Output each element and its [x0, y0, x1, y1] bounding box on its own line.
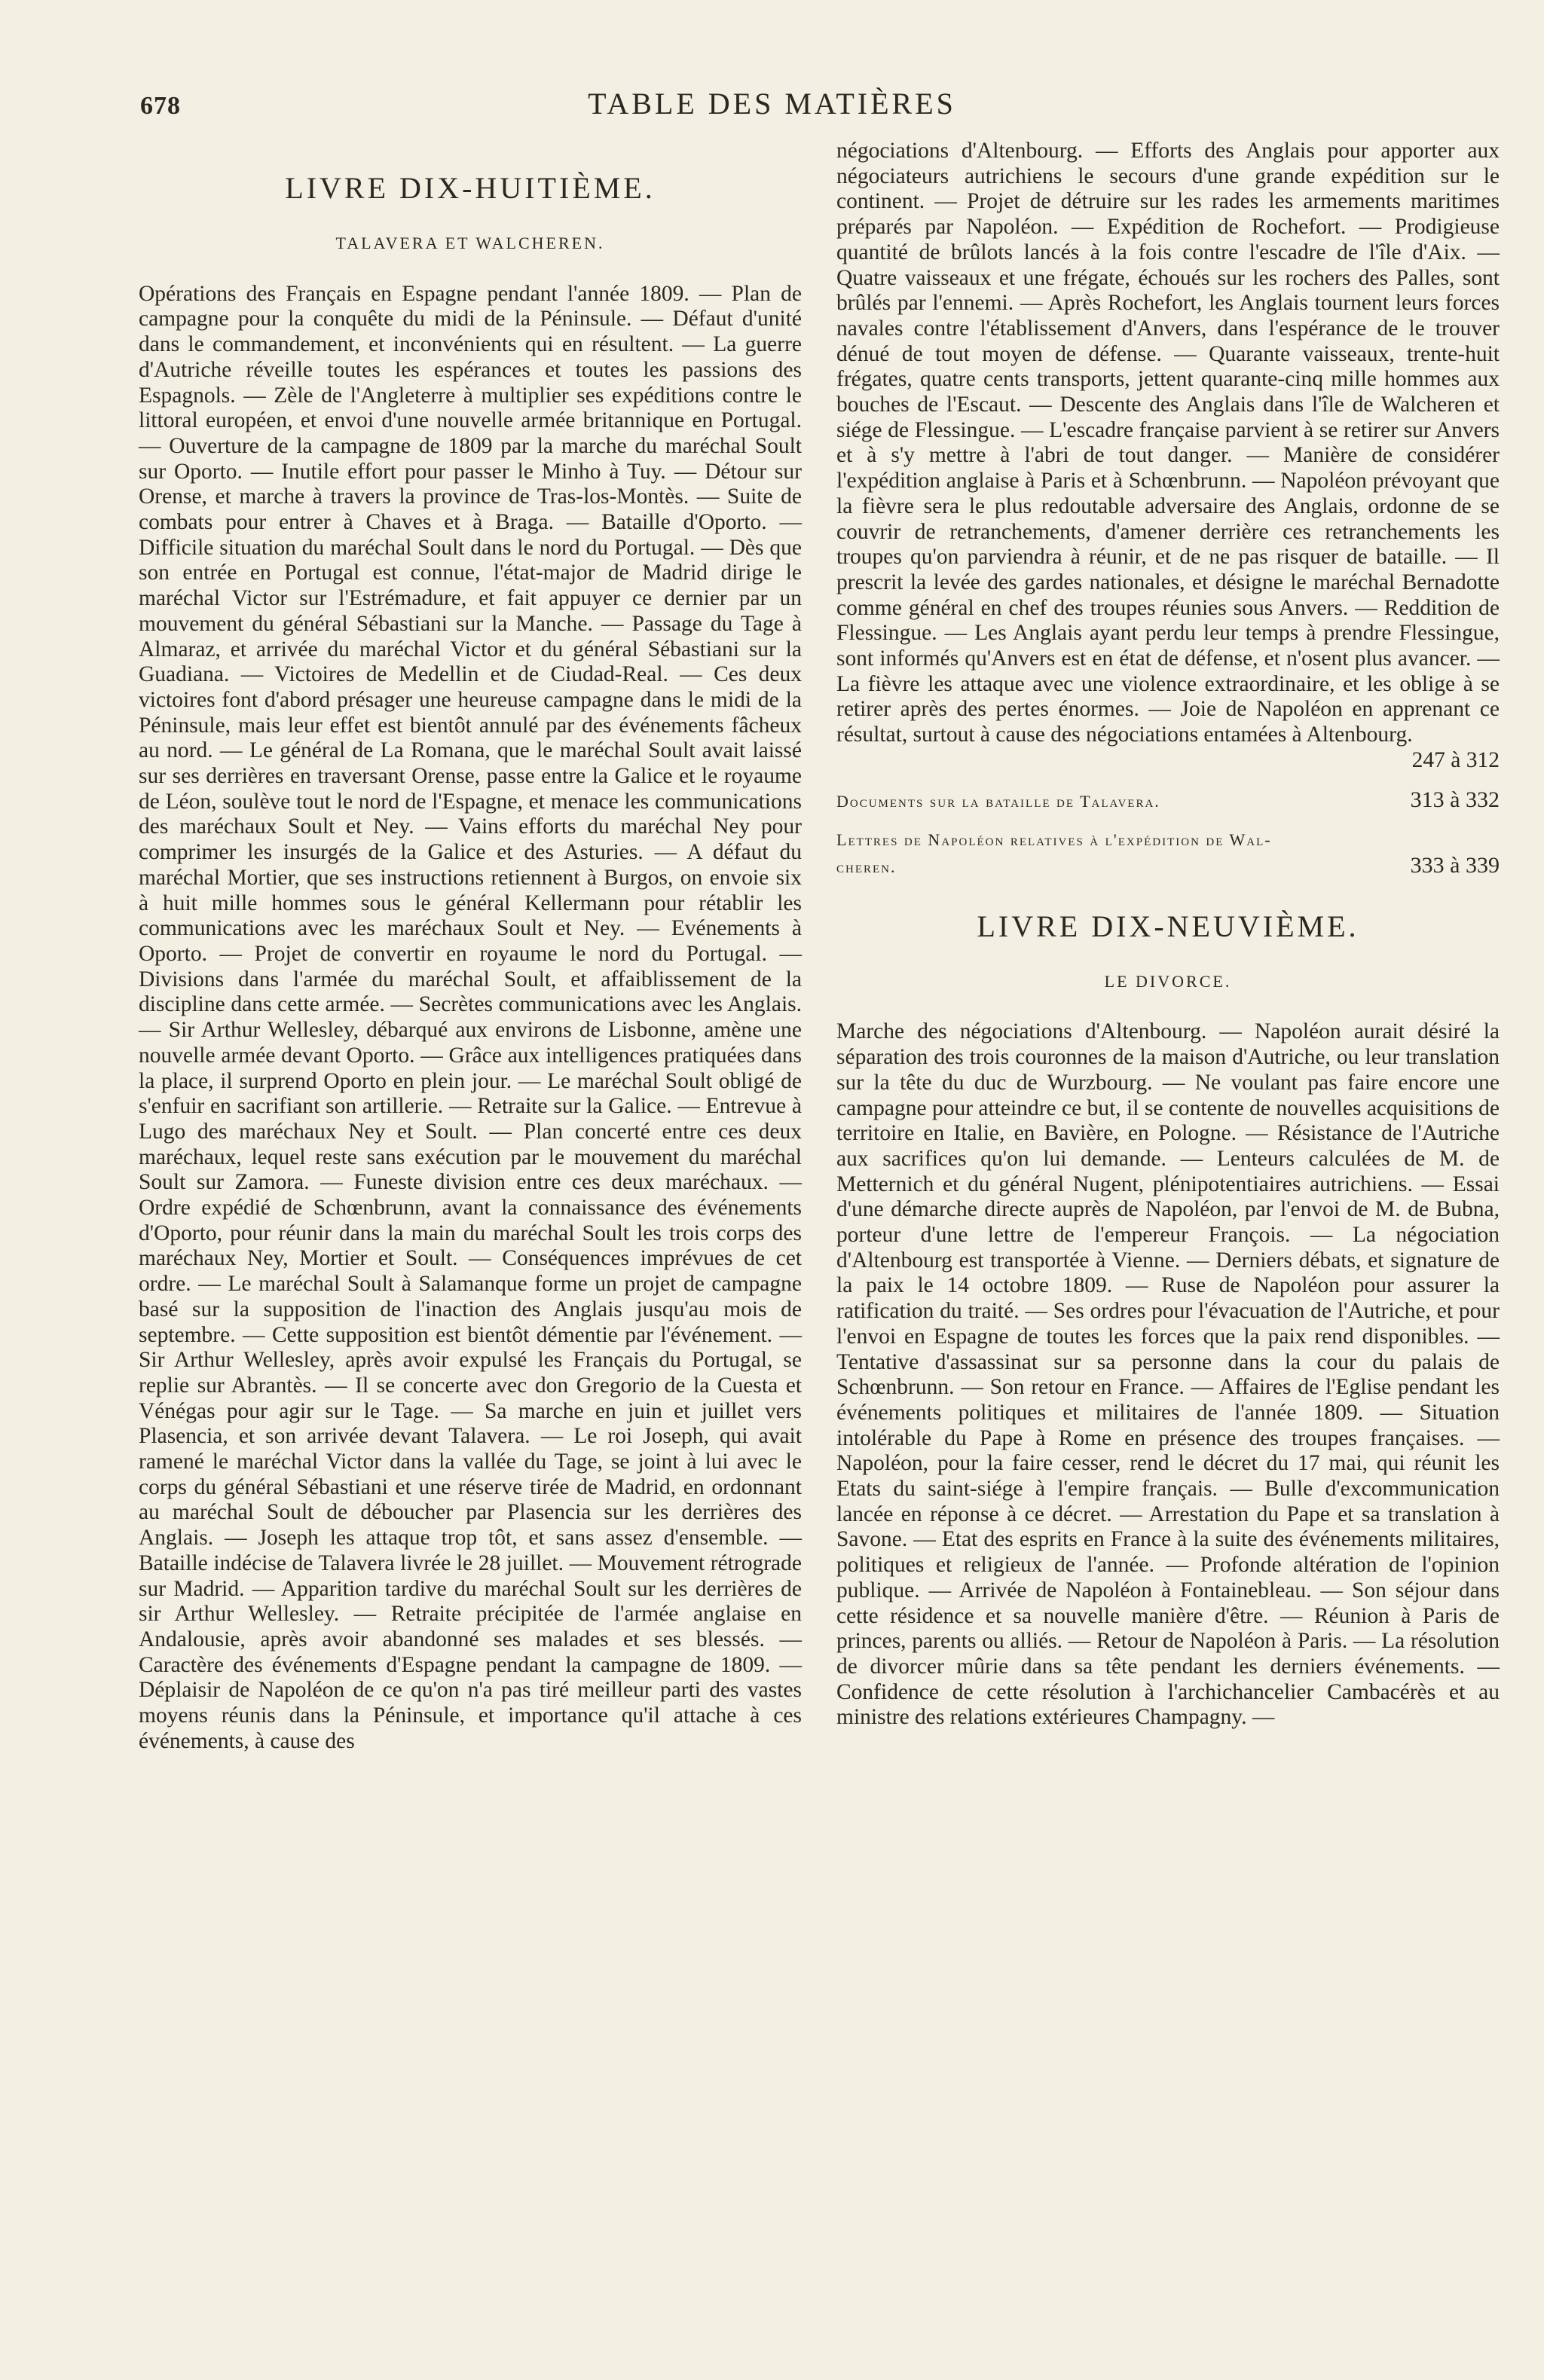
summary-paragraph-19: Marche des négociations d'Altenbourg. — Napoléon aurait désiré la séparation des trois couronnes de la maison d'Autriche, ou leur translation sur la tête du duc de Wurzbourg. — Ne voulant pas faire encore une campagne pour atteindre ce but, il se contente de nouvelles acquisitions de territoire en Italie, en Bavière, en Pologne. — Résistance de l'Autriche aux sacrifices qu'on lui demande. — Lenteurs calculées de M. de Metternich et du général Nugent, plénipotentiaires autrichiens. — Essai d'une démarche directe auprès de Napoléon, par l'envoi de M. de Bubna, porteur d'une lettre de l'empereur François. — La négociation d'Altenbourg est transportée à Vienne. — Derniers débats, et signature de la paix le 14 octobre 1809. — Ruse de Napoléon pour assurer la ratification du traité. — Ses ordres pour l'évacuation de l'Autriche, et pour l'envoi en Espagne de toutes les forces que la paix rend disponibles. — Tentative d'assassinat sur sa personne dans la cour du palais de Schœnbrunn. — Son retour en France. — Affaires de l'Eglise pendant les événements politiques et militaires de l'année 1809. — Situation intolérable du Pape à Rome en présence des troupes françaises. — Napoléon, pour la faire cesser, rend le décret du 17 mai, qui réunit les Etats du saint-siége à l'empire français. — Bulle d'excommunication lancée en réponse à ce décret. — Arrestation du Pape et sa translation à Savone. — Etat des esprits en France à la suite des événements militaires, politiques et religieux de l'année. — Profonde altération de l'opinion publique. — Arrivée de Napoléon à Fontainebleau. — Son séjour dans cette résidence et sa nouvelle manière d'être. — Réunion à Paris de princes, parents ou alliés. — Retour de Napoléon à Paris. — La résolution de divorcer mûrie dans sa tête pendant les derniers événements. — Confidence de cette résolution à l'archichancelier Cambacérès et au ministre des relations extérieures Champagny. —: [836, 1019, 1500, 1730]
summary-paragraph-18-continued: négociations d'Altenbourg. — Efforts des Anglais pour apporter aux négociateurs autrichiens le secours d'une grande expédition sur le continent. — Projet de détruire sur les rades les armements maritimes préparés par Napoléon. — Expédition de Rochefort. — Prodigieuse quantité de brûlots lancés à la fois contre l'escadre de l'île d'Aix. — Quatre vaisseaux et une frégate, échoués sur les rochers des Palles, sont brûlés par l'ennemi. — Après Rochefort, les Anglais tournent leurs forces navales contre l'établissement d'Anvers, dans l'espérance de le trouver dénué de tout moyen de défense. — Quarante vaisseaux, trente-huit frégates, quatre cents transports, jettent quarante-cinq mille hommes aux bouches de l'Escaut. — Descente des Anglais dans l'île de Walcheren et siége de Flessingue. — L'escadre française parvient à se retirer sur Anvers et à s'y mettre à l'abri de tout danger. — Manière de considérer l'expédition anglaise à Paris et à Schœnbrunn. — Napoléon prévoyant que la fièvre sera le plus redoutable adversaire des Anglais, ordonne de se couvrir de retranchements, d'amener derrière ces retranchements les troupes qu'on parviendra à réunir, et de ne pas risquer de bataille. — Il prescrit la levée des gardes nationales, et désigne le maréchal Bernadotte comme général en chef des troupes réunies sous Anvers. — Reddition de Flessingue. — Les Anglais ayant perdu leur temps à prendre Flessingue, sont informés qu'Anvers est en état de défense, et n'osent plus avancer. — La fièvre les attaque avec une violence extraordinaire, et les oblige à se retirer après des pertes énormes. — Joie de Napoléon en apprenant ce résultat, surtout à cause des négociations entamées à Altenbourg.: [836, 139, 1500, 747]
left-column: [139, 139, 802, 1754]
toc-entry-pages: 333 à 339: [1410, 852, 1500, 878]
toc-entry-label: Lettres de Napoléon relatives à l'expédition de Wal-: [836, 830, 1272, 850]
book-heading-18: LIVRE DIX-HUITIÈME.: [285, 171, 656, 205]
page-range-18: 247 à 312: [1411, 747, 1500, 772]
chapter-subtitle-19: LE DIVORCE.: [1104, 971, 1232, 991]
running-title: TABLE DES MATIÈRES: [588, 87, 956, 121]
page-number: 678: [140, 92, 181, 120]
summary-paragraph-18: Opérations des Français en Espagne pendant l'année 1809. — Plan de campagne pour la conquête du midi de la Péninsule. — Défaut d'unité dans le commandement, et inconvénients qui en résultent. — La guerre d'Autriche réveille toutes les espérances et toutes les passions des Espagnols. — Zèle de l'Angleterre à multiplier ses expéditions contre le littoral européen, et envoi d'une nouvelle armée britannique en Portugal. — Ouverture de la campagne de 1809 par la marche du maréchal Soult sur Oporto. — Inutile effort pour passer le Minho à Tuy. — Détour sur Orense, et marche à travers la province de Tras-los-Montès. — Suite de combats pour entrer à Chaves et à Braga. — Bataille d'Oporto. — Difficile situation du maréchal Soult dans le nord du Portugal. — Dès que son entrée en Portugal est connue, l'état-major de Madrid dirige le maréchal Victor sur l'Estrémadure, et fait appuyer ce dernier par un mouvement du général Sébastiani sur la Manche. — Passage du Tage à Almaraz, et arrivée du maréchal Victor et du général Sébastiani sur la Guadiana. — Victoires de Medellin et de Ciudad-Real. — Ces deux victoires font d'abord présager une heureuse campagne dans le midi de la Péninsule, mais leur effet est bientôt annulé par des événements fâcheux au nord. — Le général de La Romana, que le maréchal Soult avait laissé sur ses derrières en traversant Orense, passe entre la Galice et le royaume de Léon, soulève tout le nord de l'Espagne, et menace les communications des maréchaux Soult et Ney. — Vains efforts du maréchal Ney pour comprimer les insurgés de la Galice et des Asturies. — A défaut du maréchal Mortier, que ses instructions retiennent à Burgos, on envoie six à huit mille hommes sous le général Kellermann pour rétablir les communications avec les maréchaux Soult et Ney. — Evénements à Oporto. — Projet de convertir en royaume le nord du Portugal. — Divisions dans l'armée du maréchal Soult, et affaiblissement de la discipline dans cette armée. — Secrètes communications avec les Anglais. — Sir Arthur Wellesley, débarqué aux environs de Lisbonne, amène une nouvelle armée devant Oporto. — Grâce aux intelligences pratiquées dans la place, il surprend Oporto en plein jour. — Le maréchal Soult obligé de s'enfuir en sacrifiant son artillerie. — Retraite sur la Galice. — Entrevue à Lugo des maréchaux Ney et Soult. — Plan concerté entre ces deux maréchaux, lequel reste sans exécution par le mouvement du maréchal Soult sur Zamora. — Funeste division entre ces deux maréchaux. — Ordre expédié de Schœnbrunn, avant la connaissance des événements d'Oporto, pour réunir dans la main du maréchal Soult les trois corps des maréchaux Ney, Mortier et Soult. — Conséquences imprévues de cet ordre. — Le maréchal Soult à Salamanque forme un projet de campagne basé sur la supposition de l'inaction des Anglais jusqu'au mois de septembre. — Cette supposition est bientôt démentie par l'événement. — Sir Arthur Wellesley, après avoir expulsé les Français du Portugal, se replie sur Abrantès. — Il se concerte avec don Gregorio de la Cuesta et Vénégas pour agir sur le Tage. — Sa marche en juin et juillet vers Plasencia, et son arrivée devant Talavera. — Le roi Joseph, qui avait ramené le maréchal Victor dans la vallée du Tage, se joint à lui avec le corps du général Sébastiani et une réserve tirée de Madrid, en ordonnant au maréchal Soult de déboucher par Plasencia sur les derrières des Anglais. — Joseph les attaque trop tôt, et sans assez d'ensemble. — Bataille indécise de Talavera livrée le 28 juillet. — Mouvement rétrograde sur Madrid. — Apparition tardive du maréchal Soult sur les derrières de sir Arthur Wellesley. — Retraite précipitée de l'armée anglaise en Andalousie, après avoir abandonné ses malades et ses blessés. — Caractère des événements d'Espagne pendant la campagne de 1809. — Déplaisir de Napoléon de ce qu'on n'a pas tiré meilleur parti des vastes moyens réunis dans la Péninsule, et importance qu'il attache à ces événements, à cause des: [139, 281, 802, 1753]
chapter-subtitle-18: TALAVERA ET WALCHEREN.: [335, 234, 605, 252]
running-header: [0, 81, 1544, 127]
toc-entry-label: Documents sur la bataille de Talavera.: [836, 791, 1160, 811]
toc-entry-label-cont: cheren.: [836, 857, 897, 876]
toc-entry-pages: 313 à 332: [1410, 787, 1500, 812]
toc-entry-documents: [836, 787, 1500, 814]
toc-entry-lettres: [836, 827, 1500, 879]
book-heading-19: LIVRE DIX-NEUVIÈME.: [977, 909, 1359, 943]
right-column: [836, 139, 1500, 1731]
